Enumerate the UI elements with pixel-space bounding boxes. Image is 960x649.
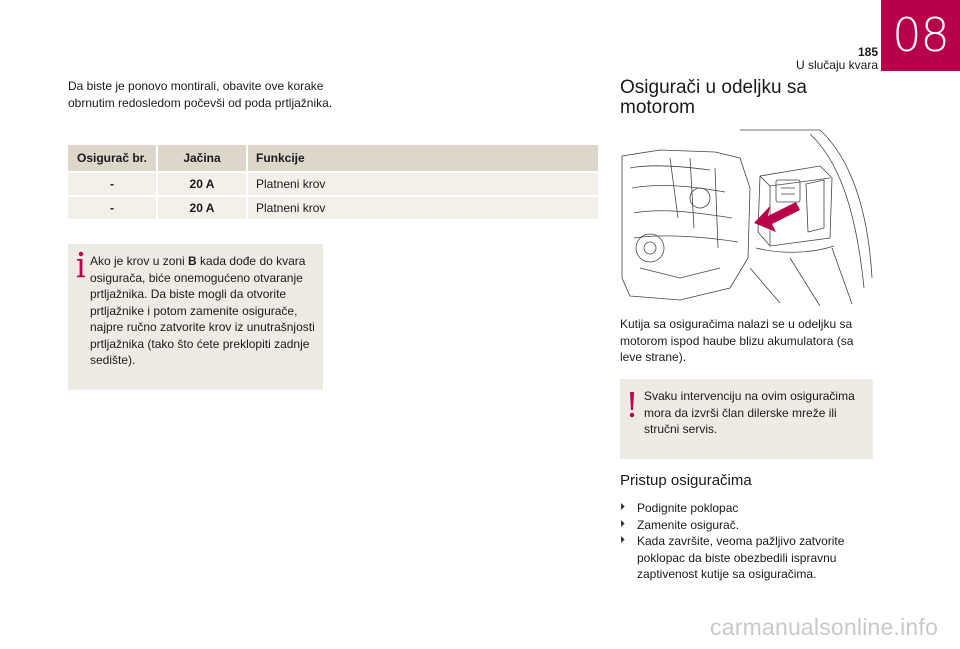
function-cell: Platneni krov [246,197,598,219]
bullet-arrow-icon: ⏵ [620,502,625,513]
steps-list [620,500,875,583]
warning-note-text: Svaku intervenciju na ovim osiguračima mora da izvrši član dilerske mreže ili stručni servis. [644,389,855,436]
list-item: ⏵ Kada završite, veoma pažljivo zatvorite poklopac da biste obezbedili ispravnu zaptivenost kutije sa osiguračima. [620,534,845,581]
fuse-table [68,143,598,221]
list-item: ⏵ Podignite poklopac [620,501,739,515]
subsection-title: Pristup osiguračima [620,472,752,489]
table-row [68,173,598,195]
chapter-number-tab: 08 [881,0,960,71]
header-functions: Funkcije [246,145,598,171]
header-fuse-number: Osigurač br. [68,145,156,171]
function-cell: Platneni krov [246,173,598,195]
info-icon [74,250,88,280]
bullet-arrow-icon: ⏵ [620,518,625,530]
section-title: Osigurači u odeljku sa motorom [620,77,807,118]
watermark: carmanualsonline.info [710,614,938,640]
bullet-arrow-icon: ⏵ [620,535,625,546]
section-name: U slučaju kvara [795,58,878,72]
table-row [68,197,598,219]
fuse-number-cell: - [68,197,156,219]
location-paragraph: Kutija sa osiguračima nalazi se u odeljku sa motorom ispod haube blizu akumulatora (sa leve strane). [620,317,854,364]
info-note-box [68,244,323,390]
info-note-text: Ako je krov u zoni B kada dođe do kvara osigurača, biće onemogućeno otvaranje prtljažnika. Da biste mogli da otvorite prtljažnike i potom zamenite osigurače, najpre ručno zatvorite krov iz unutrašnjosti prtljažnika (tako što ćete preklopiti zadnje sedište). [90,254,315,367]
header-amperage: Jačina [156,145,246,171]
page-number: 185 [857,45,878,59]
list-item: ⏵ Zamenite osigurač. [620,517,740,532]
zone-label: B [188,254,197,268]
warning-icon [625,389,639,419]
amperage-cell: 20 A [156,197,246,219]
engine-fusebox-illustration [620,128,874,308]
amperage-cell: 20 A [156,173,246,195]
warning-note-box [620,379,873,459]
fuse-table-header [68,145,598,171]
intro-paragraph: Da biste je ponovo montirali, obavite ove korake obrnutim redosledom počevši od poda prtljažnika. [68,79,333,110]
pointer-arrow [754,202,800,232]
fuse-number-cell: - [68,173,156,195]
